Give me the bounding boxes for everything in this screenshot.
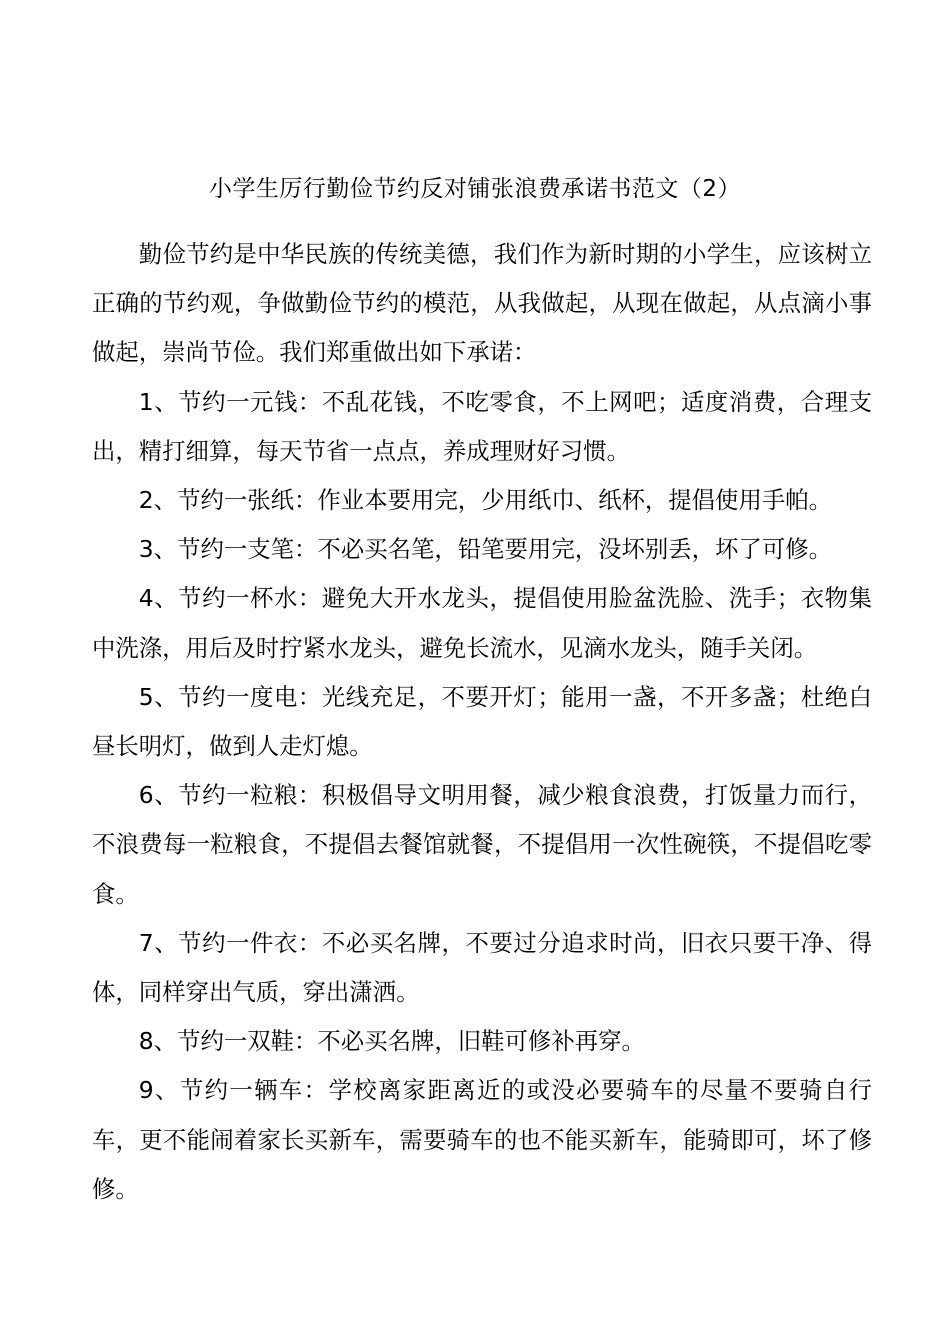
pledge-item-8: 8、节约一双鞋：不必买名牌，旧鞋可修补再穿。 xyxy=(138,1027,645,1056)
pledge-item-9: 9、节约一辆车：学校离家距离近的或没必要骑车的尽量不要骑自行车，更不能闹着家长买新车，需要骑车的也不能买新车，能骑即可，坏了修修。 xyxy=(92,1076,872,1203)
document-body xyxy=(92,230,872,1214)
document-title: 小学生厉行勤俭节约反对铺张浪费承诺书范文（2） xyxy=(208,176,742,202)
pledge-item-4: 4、节约一杯水：避免大开水龙头，提倡使用脸盆洗脸、洗手；衣物集中洗涤，用后及时拧紧水龙头，避免长流水，见滴水龙头，随手关闭。 xyxy=(92,584,872,662)
pledge-item-1: 1、节约一元钱：不乱花钱，不吃零食，不上网吧；适度消费，合理支出，精打细算，每天节省一点点，养成理财好习惯。 xyxy=(92,387,872,465)
intro-paragraph: 勤俭节约是中华民族的传统美德，我们作为新时期的小学生，应该树立正确的节约观，争做勤俭节约的模范，从我做起，从现在做起，从点滴小事做起，崇尚节俭。我们郑重做出如下承诺： xyxy=(92,240,872,367)
pledge-item-3: 3、节约一支笔：不必买名笔，铅笔要用完，没坏别丢，坏了可修。 xyxy=(138,535,833,564)
pledge-item-5: 5、节约一度电：光线充足，不要开灯；能用一盏，不开多盏；杜绝白昼长明灯，做到人走灯熄。 xyxy=(92,682,872,761)
pledge-item-6: 6、节约一粒粮：积极倡导文明用餐，减少粮食浪费，打饭量力而行，不浪费每一粒粮食，不提倡去餐馆就餐，不提倡用一次性碗筷，不提倡吃零食。 xyxy=(92,781,872,908)
pledge-item-7: 7、节约一件衣：不必买名牌，不要过分追求时尚，旧衣只要干净、得体，同样穿出气质，穿出潇洒。 xyxy=(92,928,872,1007)
pledge-item-2: 2、节约一张纸：作业本要用完，少用纸巾、纸杯，提倡使用手帕。 xyxy=(138,486,833,515)
